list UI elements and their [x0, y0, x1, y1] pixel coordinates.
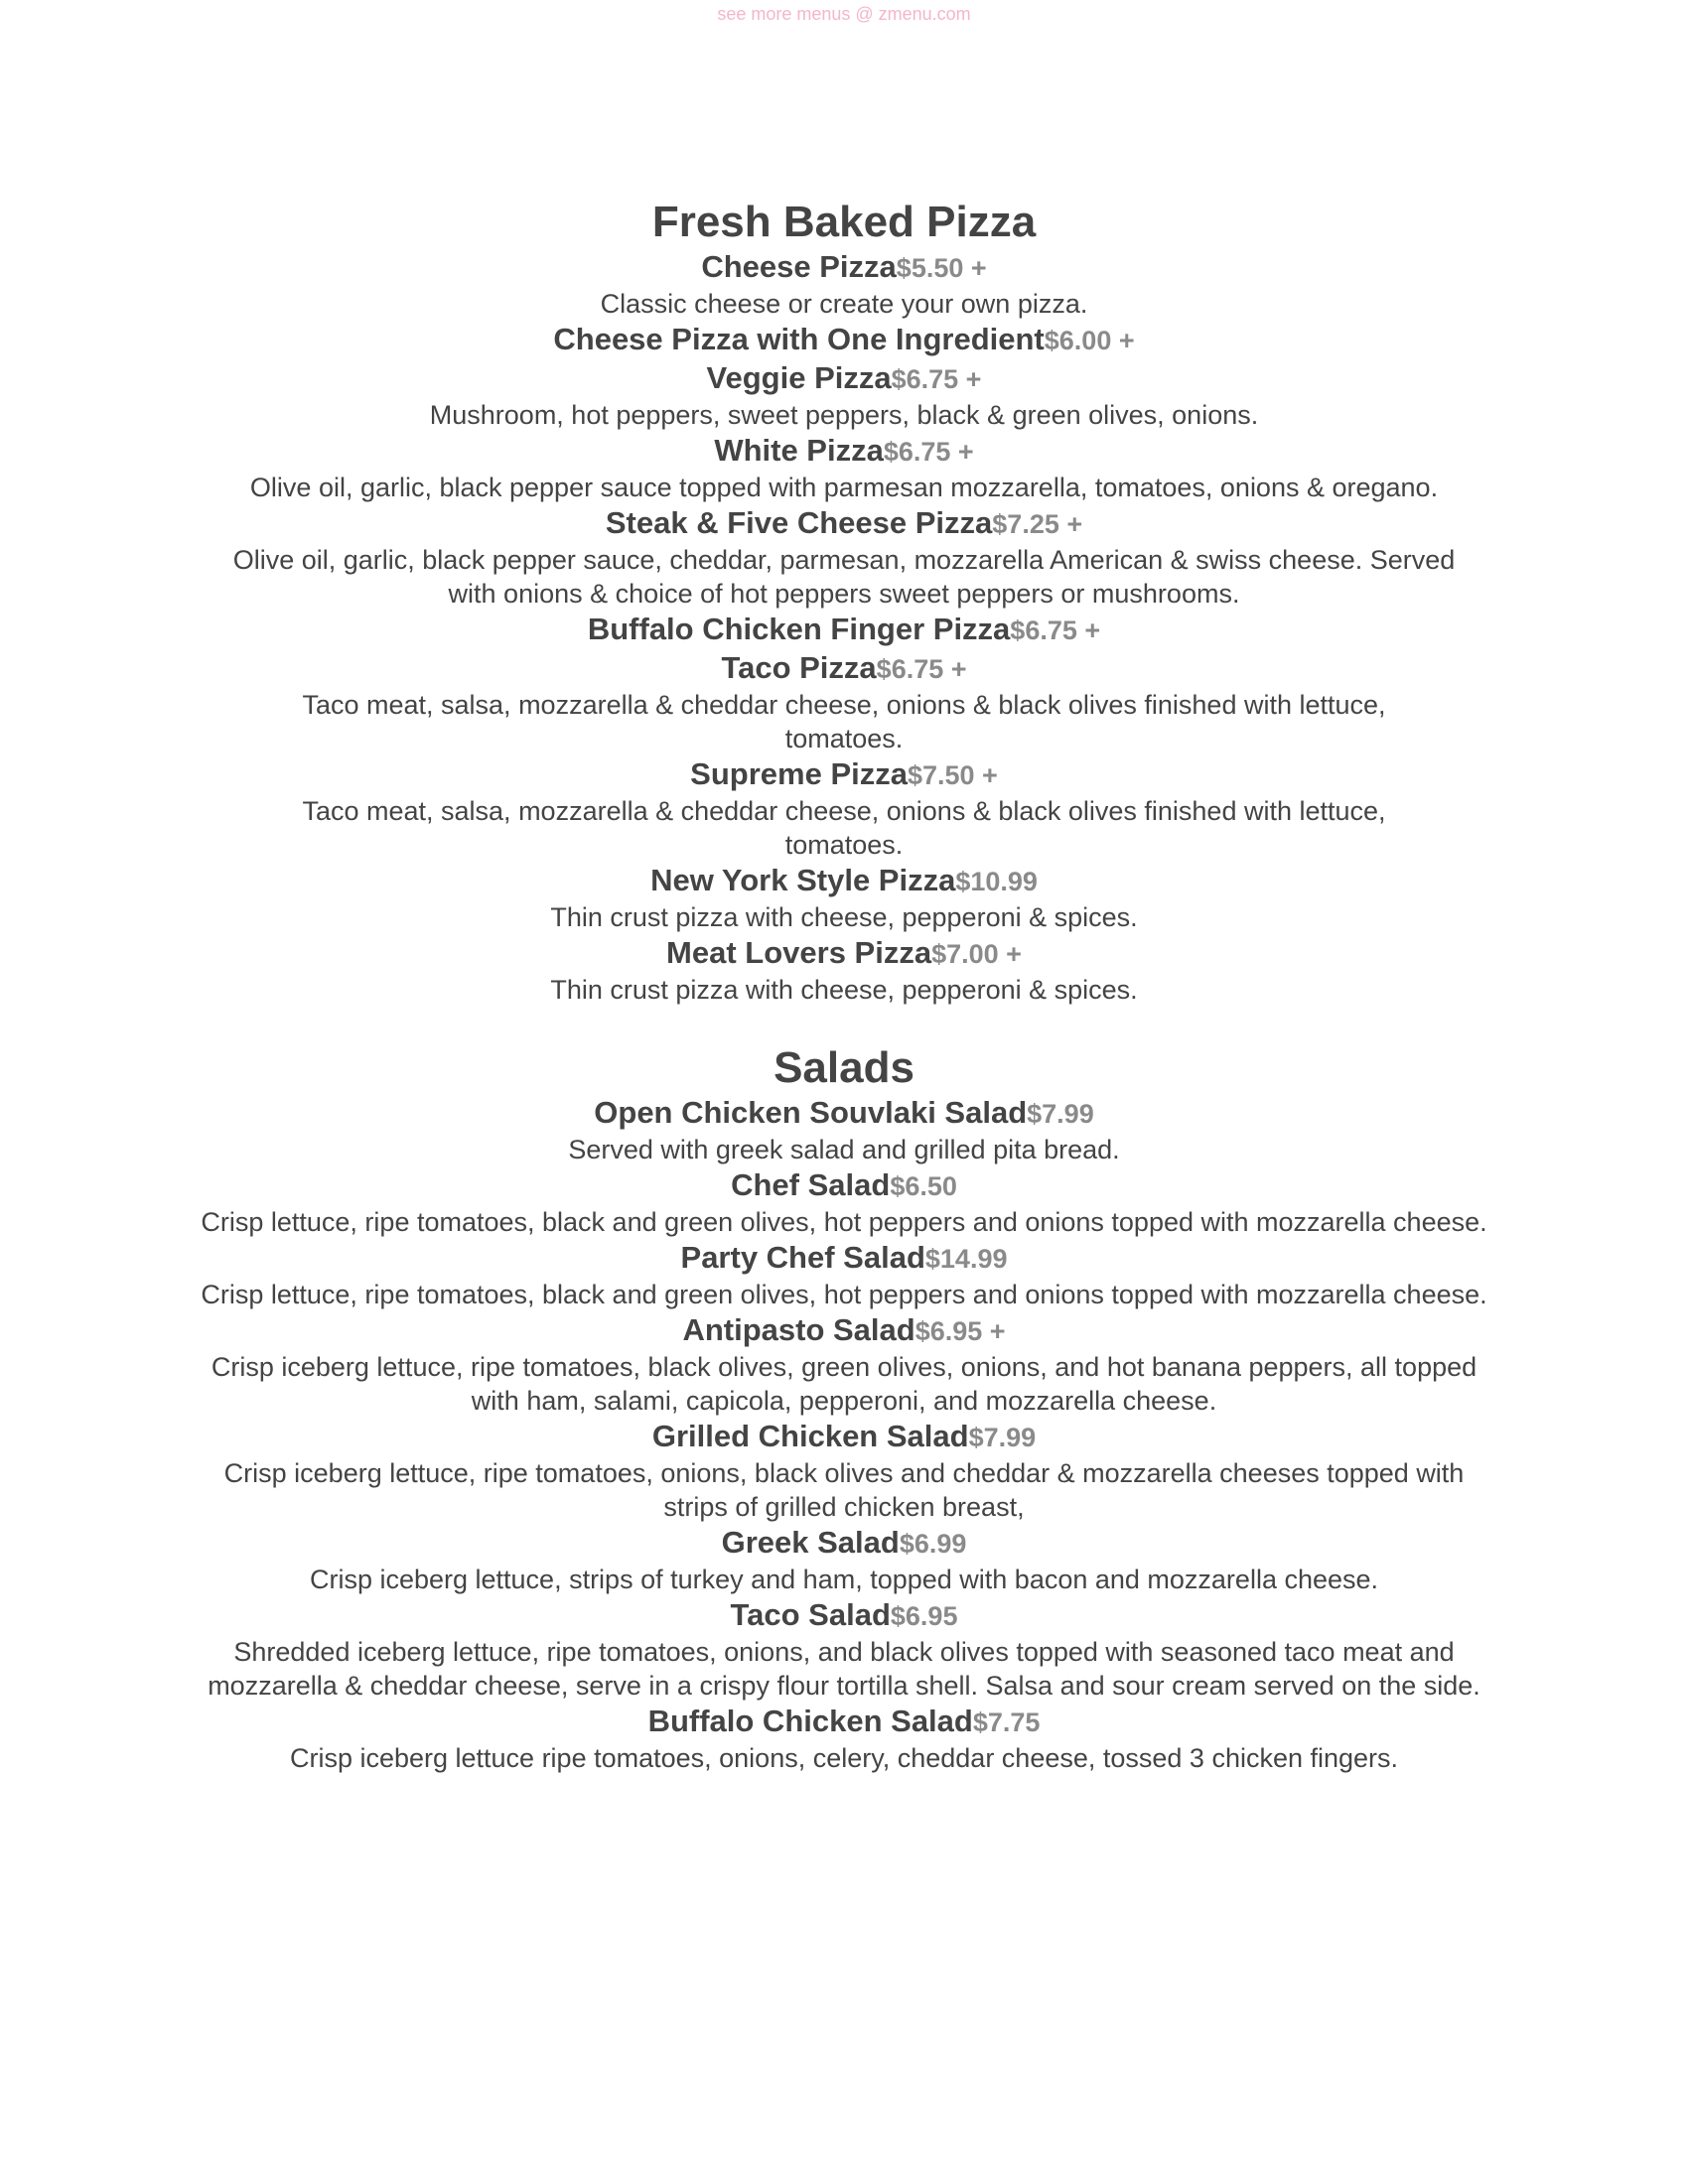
item-name: New York Style Pizza	[650, 863, 956, 897]
item-price: $6.75 +	[883, 437, 974, 467]
menu-item	[189, 359, 1499, 432]
item-price: $5.50 +	[896, 253, 987, 283]
item-name: Taco Salad	[730, 1597, 891, 1632]
item-description: Thin crust pizza with cheese, pepperoni & spices.	[550, 902, 1138, 932]
item-description: Crisp iceberg lettuce ripe tomatoes, onions, celery, cheddar cheese, tossed 3 chicken fingers.	[289, 1743, 1399, 1773]
menu-item	[189, 321, 1499, 359]
item-name: Open Chicken Souvlaki Salad	[594, 1095, 1028, 1130]
menu-item	[189, 649, 1499, 755]
item-description: Classic cheese or create your own pizza.	[600, 289, 1088, 319]
item-price: $6.00 +	[1044, 326, 1135, 355]
item-price: $6.50	[890, 1171, 957, 1201]
menu-item	[189, 504, 1499, 611]
menu-item	[189, 1166, 1499, 1239]
section-title: Fresh Baked Pizza	[651, 198, 1037, 246]
menu-item	[189, 1418, 1499, 1524]
item-price: $14.99	[924, 1244, 1008, 1274]
menu-item	[189, 1094, 1499, 1166]
item-description: Olive oil, garlic, black pepper sauce, cheddar, parmesan, mozzarella American & swiss cheese. Served with onions & choice of hot peppers sweet peppers or mushrooms.	[232, 545, 1456, 609]
menu-item	[189, 862, 1499, 934]
item-description: Crisp iceberg lettuce, ripe tomatoes, onions, black olives and cheddar & mozzarella cheeses topped with strips of grilled chicken breast,	[223, 1458, 1465, 1522]
item-description: Crisp lettuce, ripe tomatoes, black and green olives, hot peppers and onions topped with mozzarella cheese.	[201, 1280, 1487, 1309]
item-description: Mushroom, hot peppers, sweet peppers, black & green olives, onions.	[429, 400, 1259, 430]
item-name: White Pizza	[714, 433, 884, 468]
menu-item	[189, 1239, 1499, 1311]
item-name: Meat Lovers Pizza	[666, 935, 932, 970]
item-price: $6.75 +	[876, 654, 967, 684]
item-price: $6.75 +	[891, 364, 982, 394]
item-name: Antipasto Salad	[682, 1312, 915, 1347]
menu-item	[189, 934, 1499, 1007]
item-price: $7.50 +	[907, 760, 998, 790]
item-price: $6.95	[890, 1601, 958, 1631]
menu-item	[189, 1311, 1499, 1418]
item-description: Taco meat, salsa, mozzarella & cheddar cheese, onions & black olives finished with lettuce, tomatoes.	[302, 796, 1386, 860]
item-price: $10.99	[955, 867, 1038, 896]
item-description: Olive oil, garlic, black pepper sauce topped with parmesan mozzarella, tomatoes, onions & oregano.	[249, 473, 1439, 502]
item-price: $7.75	[972, 1707, 1041, 1737]
item-description: Served with greek salad and grilled pita bread.	[568, 1135, 1120, 1164]
menu-item	[189, 1596, 1499, 1703]
item-description: Crisp iceberg lettuce, ripe tomatoes, black olives, green olives, onions, and hot banana peppers, all topped with ham, salami, capicola, pepperoni, and mozzarella cheese.	[211, 1352, 1477, 1416]
item-description: Thin crust pizza with cheese, pepperoni & spices.	[550, 975, 1138, 1005]
item-price: $7.99	[968, 1423, 1037, 1452]
item-name: Grilled Chicken Salad	[651, 1419, 969, 1453]
item-name: Buffalo Chicken Finger Pizza	[587, 612, 1011, 646]
section-title: Salads	[774, 1043, 914, 1092]
item-description: Shredded iceberg lettuce, ripe tomatoes, onions, and black olives topped with seasoned taco meat and mozzarella & cheddar cheese, serve in a crispy flour tortilla shell. Salsa and sour cream served on the side.	[208, 1637, 1480, 1701]
item-name: Cheese Pizza with One Ingredient	[553, 322, 1045, 356]
item-name: Veggie Pizza	[706, 360, 892, 395]
item-price: $7.99	[1027, 1099, 1094, 1129]
item-name: Chef Salad	[731, 1167, 891, 1202]
section-pizza	[189, 197, 1499, 1007]
item-name: Greek Salad	[721, 1525, 900, 1560]
menu-item	[189, 1703, 1499, 1775]
menu-item	[189, 1524, 1499, 1596]
menu-item	[189, 432, 1499, 504]
menu-item	[189, 611, 1499, 649]
menu-page	[189, 197, 1499, 1811]
item-price: $7.25 +	[992, 509, 1083, 539]
item-price: $6.75 +	[1010, 615, 1101, 645]
item-name: Steak & Five Cheese Pizza	[605, 505, 993, 540]
item-description: Crisp lettuce, ripe tomatoes, black and green olives, hot peppers and onions topped with mozzarella cheese.	[201, 1207, 1487, 1237]
item-name: Party Chef Salad	[680, 1240, 925, 1275]
menu-item	[189, 755, 1499, 862]
item-price: $6.99	[899, 1529, 967, 1559]
item-name: Supreme Pizza	[690, 756, 908, 791]
item-name: Buffalo Chicken Salad	[647, 1704, 973, 1738]
item-price: $6.95 +	[914, 1316, 1006, 1346]
section-salads	[189, 1042, 1499, 1775]
menu-item	[189, 248, 1499, 321]
watermark-link[interactable]: see more menus @ zmenu.com	[717, 4, 971, 24]
item-description: Taco meat, salsa, mozzarella & cheddar cheese, onions & black olives finished with lettuce, tomatoes.	[302, 690, 1386, 753]
item-name: Taco Pizza	[721, 650, 877, 685]
item-description: Crisp iceberg lettuce, strips of turkey and ham, topped with bacon and mozzarella cheese.	[309, 1565, 1379, 1594]
item-price: $7.00 +	[931, 939, 1022, 969]
item-name: Cheese Pizza	[701, 249, 897, 284]
